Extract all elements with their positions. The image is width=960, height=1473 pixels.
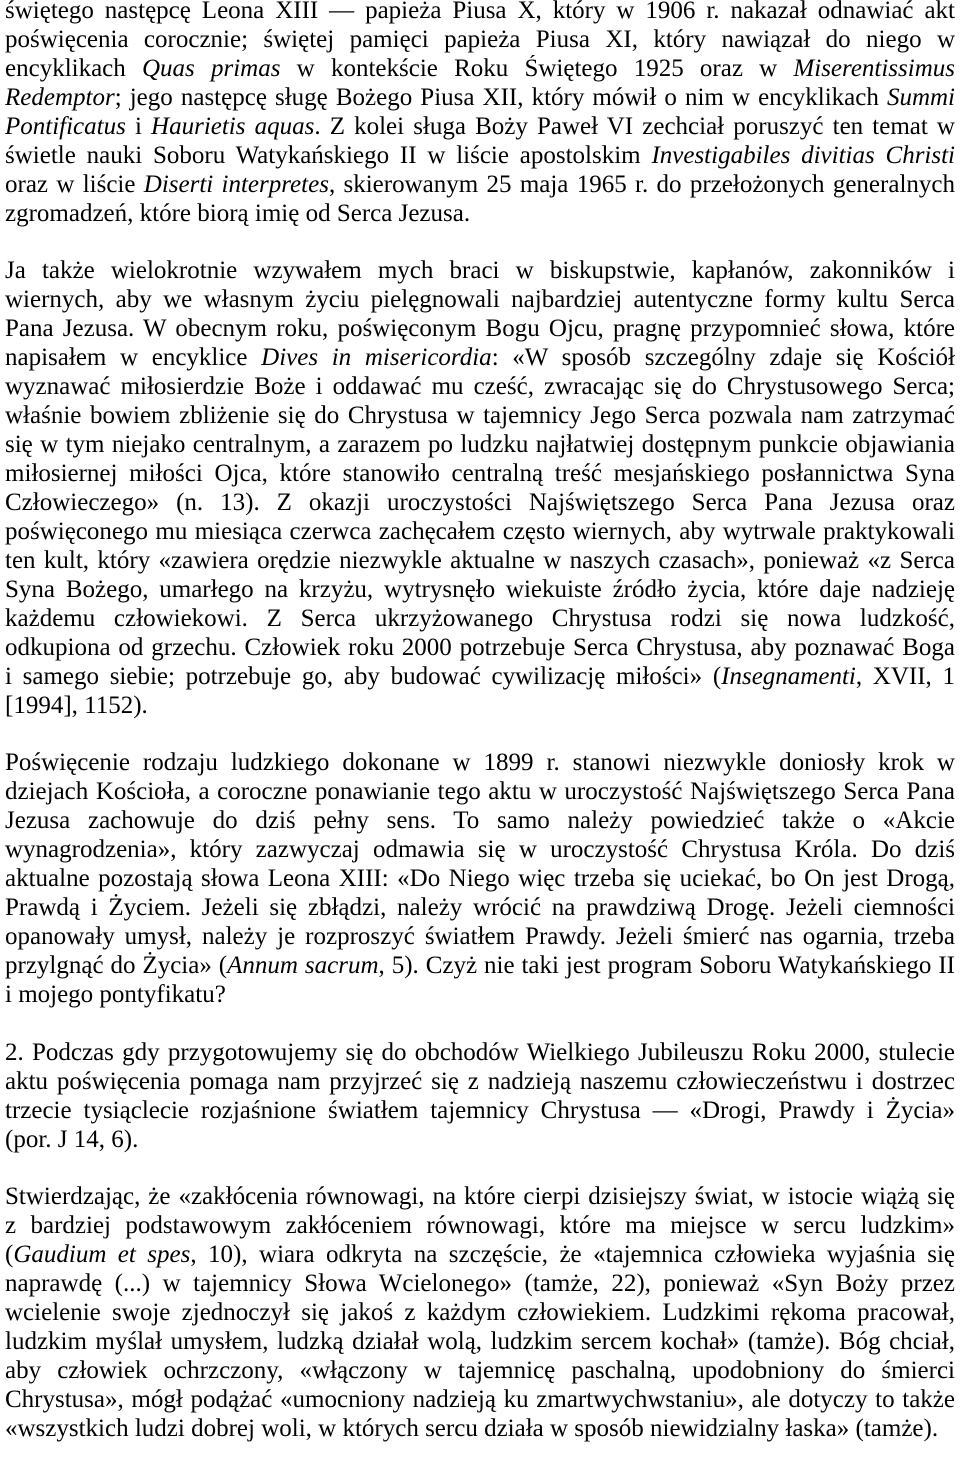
- text-run: z bardziej podstawowym zakłóceniem równowagi, które ma miejsce w sercu ludzkim»: [5, 1212, 955, 1240]
- text-run: , skierowanym 25 maja 1965 r. do przełożonych generalnych: [328, 170, 955, 198]
- paragraph: [5, 749, 955, 1009]
- text-run: się w tym niejako centralnym, a zarazem po ludzku najłatwiej dostępnym punkcie objawiania: [5, 431, 955, 459]
- text-run: [1994], 1152).: [5, 691, 148, 719]
- text-run: i mojego pontyfikatu?: [5, 980, 226, 1008]
- text-line: [5, 286, 955, 315]
- text-run: trzecie tysiąclecie rozjaśnione światłem tajemnicy Chrystusa — «Drogi, Prawdy i Życia»: [5, 1096, 955, 1124]
- text-run: odkupiona od grzechu. Człowiek roku 2000 potrzebuje Serca Chrystusa, aby poznawać Boga: [5, 633, 955, 661]
- text-run: w kontekście Roku Świętego 1925 oraz w: [280, 54, 794, 82]
- text-run: dziejach Kościoła, a coroczne ponawianie tego aktu w uroczystość Najświętszego Serca Pana: [5, 778, 955, 806]
- text-run: Syna Bożego, umarłego na krzyżu, wytrysnęło wiekuiste źródło życia, które daje nadzieję: [5, 575, 955, 603]
- text-run: (: [5, 1241, 14, 1269]
- paragraph: [5, 1183, 955, 1443]
- text-run: wyznawać miłosierdzie Boże i oddawać mu cześć, zwracając się do Chrystusowego Serca;: [5, 373, 955, 401]
- text-run: każdemu człowiekowi. Z Serca ukrzyżowanego Chrystusa rodzi się nowa ludzkość,: [5, 604, 955, 632]
- text-line: [5, 663, 955, 692]
- text-run: napisałem w encyklice: [5, 344, 262, 372]
- text-line: [5, 547, 955, 576]
- italic-text: Annum sacrum: [227, 951, 379, 979]
- text-line: [5, 1270, 955, 1299]
- text-run: opanowały umysł, należy je rozproszyć światłem Prawdy. Jeżeli śmierć nas ogarnia, trzeba: [5, 923, 955, 950]
- text-run: Stwierdzając, że «zakłócenia równowagi, na które cierpi dzisiejszy świat, w istocie wiążą się: [5, 1183, 955, 1211]
- text-run: miłosiernej miłości Ojca, które stanowiło centralną treść mesjańskiego posłannictwa Syna: [5, 460, 955, 487]
- text-run: świętego następcę Leona XIII — papieża Piusa X, który w 1906 r. nakazał odnawiać akt: [5, 0, 955, 24]
- text-line: [5, 1126, 955, 1155]
- text-line: [5, 1415, 955, 1444]
- italic-text: Dives in misericordia: [261, 344, 492, 372]
- text-run: , XVII, 1: [855, 662, 955, 690]
- text-run: Prawdą i Życiem. Jeżeli się zbłądzi, należy wrócić na prawdziwą Drogę. Jeżeli ciemności: [5, 894, 955, 922]
- text-run: 2. Podczas gdy przygotowujemy się do obchodów Wielkiego Jubileuszu Roku 2000, stulecie: [5, 1038, 955, 1066]
- text-line: [5, 518, 955, 547]
- text-line: [5, 1299, 955, 1328]
- text-line: [5, 894, 955, 923]
- text-run: świetle nauki Soboru Watykańskiego II w liście apostolskim: [5, 141, 652, 169]
- italic-text: Pontificatus: [5, 112, 126, 140]
- italic-text: Diserti interpretes: [143, 170, 329, 198]
- text-line: [5, 0, 955, 26]
- text-run: wcielenie swoje zjednoczył się jakoś z każdym człowiekiem. Ludzkimi rękoma pracował,: [5, 1299, 955, 1327]
- text-line: [5, 836, 955, 865]
- text-run: ; jego następcę sługę Bożego Piusa XII, który mówił o nim w encyklikach: [114, 83, 887, 111]
- text-line: [5, 171, 955, 200]
- text-run: . Z kolei sługa Boży Paweł VI zechciał poruszyć ten temat w: [314, 112, 955, 140]
- text-line: [5, 1241, 955, 1270]
- text-run: , 5). Czyż nie taki jest program Soboru Watykańskiego II: [378, 951, 955, 979]
- text-line: [5, 1039, 955, 1068]
- text-line: [5, 692, 955, 721]
- text-line: [5, 200, 955, 229]
- text-run: aby człowiek ochrzczony, «włączony w tajemnicę paschalną, upodobniony do śmierci: [5, 1357, 955, 1385]
- text-line: [5, 142, 955, 171]
- text-run: Ja także wielokrotnie wzywałem mych braci w biskupstwie, kapłanów, zakonników i: [5, 257, 955, 285]
- text-run: Poświęcenie rodzaju ludzkiego dokonane w 1899 r. stanowi niezwykle doniosły krok w: [5, 749, 955, 777]
- text-run: właśnie bowiem zbliżenie się do Chrystusa w tajemnicy Jego Serca pozwala nam zatrzymać: [5, 402, 955, 430]
- document-body: [5, 0, 955, 1473]
- text-line: [5, 1357, 955, 1386]
- italic-text: Insegnamenti: [721, 662, 856, 690]
- text-run: naprawdę (...) w tajemnicy Słowa Wcielonego» (tamże, 22), ponieważ «Syn Boży przez: [5, 1270, 955, 1298]
- text-run: oraz w liście: [5, 170, 144, 198]
- text-line: [5, 576, 955, 605]
- text-run: poświęconego mu miesiąca czerwca zachęcałem często wiernych, aby wytrwale praktykowali: [5, 517, 955, 545]
- text-line: [5, 373, 955, 402]
- text-line: [5, 113, 955, 142]
- text-run: ludzkim myślał umysłem, ludzką działał wolą, ludzkim sercem kochał» (tamże). Bóg chciał,: [5, 1328, 955, 1356]
- text-run: poświęcenia corocznie; świętej pamięci papieża Piusa XI, który nawiązał do niego w: [5, 25, 955, 53]
- text-run: Człowieczego» (n. 13). Z okazji uroczystości Najświętszego Serca Pana Jezusa oraz: [5, 488, 955, 516]
- text-line: [5, 749, 955, 778]
- text-line: [5, 981, 955, 1010]
- text-run: Chrystusa», mógł podążać «umocniony nadzieją ku zmartwychwstaniu», ale dotyczy to także: [5, 1386, 955, 1413]
- text-line: [5, 402, 955, 431]
- text-line: [5, 1097, 955, 1126]
- text-line: [5, 460, 955, 489]
- text-run: i samego siebie; potrzebuje go, aby budować cywilizację miłości» (: [5, 662, 722, 690]
- italic-text: Investigabiles divitias Christi: [651, 141, 955, 169]
- text-run: , 10), wiara odkryta na szczęście, że «tajemnica człowieka wyjaśnia się: [190, 1241, 955, 1269]
- text-line: [5, 1386, 955, 1415]
- text-line: [5, 55, 955, 84]
- italic-text: Quas primas: [142, 54, 281, 82]
- text-line: [5, 1183, 955, 1212]
- paragraph: [5, 1039, 955, 1155]
- text-run: przylgnąć do Życia» (: [5, 951, 228, 979]
- text-line: [5, 315, 955, 344]
- text-run: aktualne pozostają słowa Leona XIII: «Do Niego więc trzeba się uciekać, bo On jest Drogą,: [5, 865, 955, 893]
- text-line: [5, 807, 955, 836]
- text-line: [5, 952, 955, 981]
- text-run: aktu poświęcenia pomaga nam przyjrzeć się z nadzieją naszemu człowieczeństwu i dostrzec: [5, 1067, 955, 1095]
- text-line: [5, 1328, 955, 1357]
- paragraph: [5, 257, 955, 720]
- text-line: [5, 865, 955, 894]
- text-line: [5, 778, 955, 807]
- text-line: [5, 634, 955, 663]
- italic-text: Gaudium et spes: [13, 1241, 191, 1269]
- text-run: wynagrodzenia», który zazwyczaj odmawia się w uroczystość Chrystusa Króla. Do dziś: [5, 836, 955, 864]
- text-run: zgromadzeń, które biorą imię od Serca Jezusa.: [5, 199, 471, 227]
- italic-text: Summi: [886, 83, 955, 111]
- text-line: [5, 1068, 955, 1097]
- text-run: wiernych, aby we własnym życiu pielęgnowali najbardziej autentyczne formy kultu Serca: [5, 286, 955, 314]
- text-run: encyklikach: [5, 54, 142, 82]
- text-line: [5, 923, 955, 952]
- text-line: [5, 1212, 955, 1241]
- text-line: [5, 431, 955, 460]
- text-run: i: [125, 112, 152, 140]
- text-line: [5, 26, 955, 55]
- text-run: Jezusa zachowuje do dziś pełny sens. To samo należy powiedzieć także o «Akcie: [5, 807, 955, 835]
- text-run: «wszystkich ludzi dobrej woli, w których sercu działa w sposób niewidzialny łaska» (tamże).: [5, 1414, 939, 1442]
- italic-text: Haurietis aquas: [151, 112, 315, 140]
- text-run: Pana Jezusa. W obecnym roku, poświęconym Bogu Ojcu, pragnę przypomnieć słowa, które: [5, 315, 955, 343]
- italic-text: Redemptor: [5, 83, 115, 111]
- text-run: : «W sposób szczególny zdaje się Kościół: [491, 344, 955, 372]
- text-line: [5, 344, 955, 373]
- text-run: (por. J 14, 6).: [5, 1125, 139, 1153]
- text-line: [5, 257, 955, 286]
- text-line: [5, 489, 955, 518]
- text-run: ten kult, który «zawiera orędzie niezwykle aktualne w naszych czasach», ponieważ «z Serca: [5, 546, 955, 574]
- italic-text: Miserentissimus: [793, 54, 955, 82]
- text-line: [5, 605, 955, 634]
- text-line: [5, 84, 955, 113]
- paragraph: [5, 0, 955, 229]
